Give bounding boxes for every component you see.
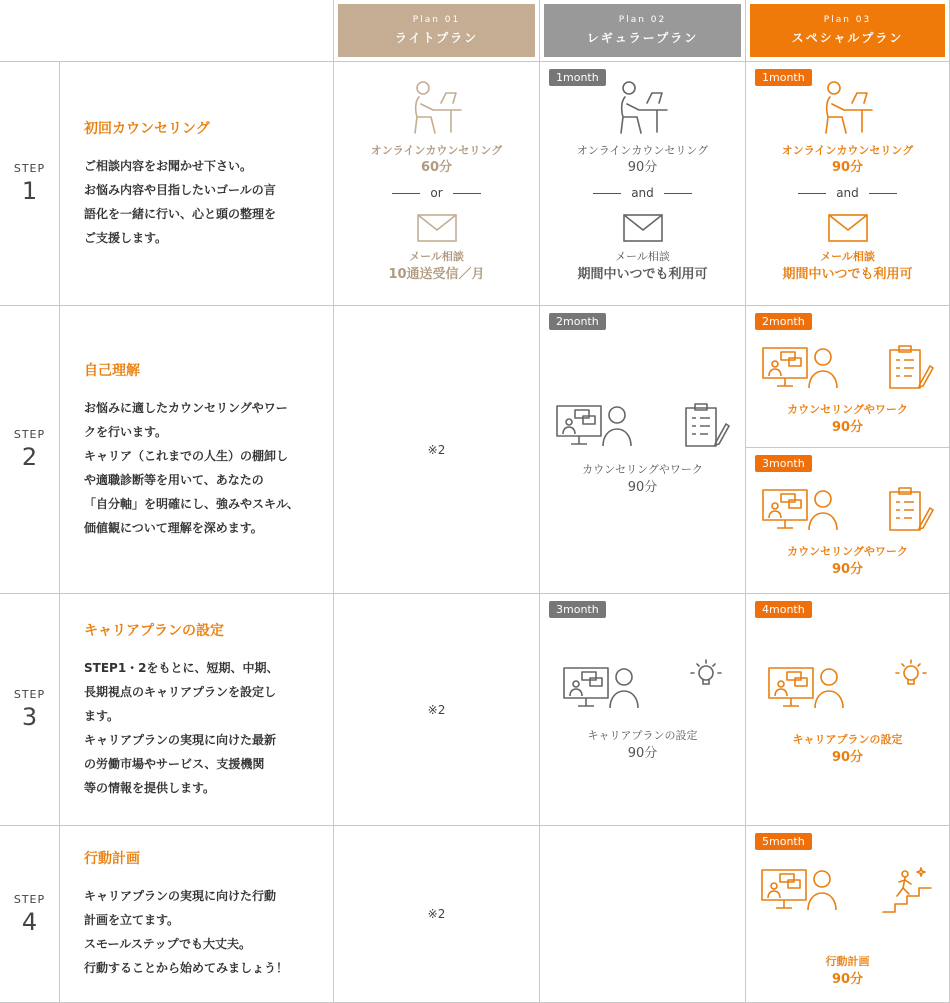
- plan2-step4-empty: [540, 826, 746, 1003]
- video-call-icon: [761, 486, 843, 532]
- step-text: STEP: [13, 688, 46, 701]
- service-label: カウンセリングやワーク: [582, 463, 703, 476]
- step-title: キャリアプランの設定: [84, 622, 224, 639]
- video-call-icon: [761, 344, 843, 390]
- stairs-climb-icon: [881, 864, 935, 914]
- step-text: STEP: [13, 162, 46, 175]
- envelope-icon: [746, 214, 949, 242]
- person-at-desk-icon: [746, 80, 949, 138]
- plan-number: Plan 03: [823, 15, 872, 25]
- envelope-icon: [334, 214, 539, 242]
- header-corner: [0, 0, 334, 62]
- video-call-icon: [760, 864, 842, 914]
- separator: [540, 186, 745, 200]
- separator-text: and: [836, 186, 859, 200]
- service-time: 90分: [831, 562, 864, 577]
- step-number: 3: [21, 703, 38, 731]
- step-2-label: [0, 306, 60, 594]
- worksheet-icon: [886, 486, 934, 534]
- plan1-step4-note: ※2: [334, 826, 540, 1003]
- step-number: 2: [21, 443, 38, 471]
- plan-name: レギュラープラン: [586, 31, 699, 45]
- service-label: カウンセリングやワーク: [787, 403, 908, 416]
- step-title: 行動計画: [84, 851, 140, 867]
- plan-header-1-bg: [338, 4, 535, 57]
- service-time: 90分: [831, 420, 864, 435]
- mail-detail: 10通送受信／月: [388, 267, 485, 282]
- month-badge: 1month: [755, 69, 812, 86]
- service-time: 90分: [831, 750, 864, 765]
- step-number: 1: [21, 177, 38, 205]
- plan2-step3: [540, 594, 746, 826]
- divider-line: [869, 193, 897, 194]
- envelope-icon: [540, 214, 745, 242]
- step-1-description: [60, 62, 334, 306]
- online-time: 90分: [831, 160, 864, 175]
- online-time: 60分: [420, 160, 453, 175]
- lightbulb-icon: [894, 658, 928, 692]
- service-time: 90分: [831, 972, 864, 987]
- service-label: キャリアプランの設定: [587, 729, 698, 742]
- plan3-step3: [746, 594, 950, 826]
- worksheet-icon: [682, 402, 730, 450]
- service-label: 行動計画: [825, 955, 870, 968]
- separator-text: and: [631, 186, 654, 200]
- divider-line: [593, 193, 621, 194]
- person-at-desk-icon: [540, 80, 745, 138]
- step-3-label: [0, 594, 60, 826]
- video-call-icon: [767, 658, 849, 710]
- step-4-label: [0, 826, 60, 1003]
- online-label: オンラインカウンセリング: [370, 144, 503, 157]
- mail-label: メール相談: [820, 250, 875, 263]
- divider-line: [798, 193, 826, 194]
- plan-header-2: [540, 0, 746, 62]
- separator: [746, 186, 949, 200]
- plan3-step2a: [746, 306, 950, 448]
- plan2-step2: [540, 306, 746, 594]
- step-3-description: [60, 594, 334, 826]
- icon-group: [746, 486, 949, 534]
- step-2-description: [60, 306, 334, 594]
- month-badge: 1month: [549, 69, 606, 86]
- icon-group: [746, 864, 949, 914]
- plan-header-3-bg: [750, 4, 945, 57]
- icon-group: [540, 658, 745, 710]
- separator-text: or: [430, 186, 443, 200]
- service-label: カウンセリングやワーク: [787, 545, 908, 558]
- plan-number: Plan 02: [618, 15, 667, 25]
- separator: [334, 186, 539, 200]
- mail-detail: 期間中いつでも利用可: [782, 267, 913, 282]
- month-badge: 5month: [755, 833, 812, 850]
- month-badge: 3month: [549, 601, 606, 618]
- worksheet-icon: [886, 344, 934, 392]
- plan-number: Plan 01: [412, 15, 461, 25]
- person-at-desk-icon: [334, 80, 539, 138]
- step-text: STEP: [13, 892, 46, 906]
- month-badge: 4month: [755, 601, 812, 618]
- month-badge: 2month: [549, 313, 606, 330]
- icon-group: [746, 658, 949, 710]
- step-title: 初回カウンセリング: [84, 120, 210, 137]
- month-badge: 3month: [755, 455, 812, 472]
- step-4-description: [60, 826, 334, 1003]
- plan3-step4: [746, 826, 950, 1003]
- plan-name: スペシャルプラン: [791, 31, 904, 45]
- lightbulb-icon: [689, 658, 723, 692]
- step-body: キャリアプランの実現に向けた行動 計画を立てます。 スモールステップでも大丈夫。 行動することから始めてみましょう！: [84, 889, 289, 975]
- divider-line: [392, 193, 420, 194]
- plan-header-1: [334, 0, 540, 62]
- plan3-step2b: [746, 448, 950, 594]
- plan-header-2-bg: [544, 4, 741, 57]
- step-title: 自己理解: [84, 362, 140, 379]
- step-body: STEP1・2をもとに、短期、中期、 長期視点のキャリアプランを設定し ます。 キャリアプランの実現に向けた最新 の労働市場やサービス、支援機関 等の情報を提供します。: [84, 660, 279, 795]
- plan-header-3: [746, 0, 950, 62]
- video-call-icon: [555, 402, 637, 448]
- step-body: お悩みに適したカウンセリングやワー クを行います。 キャリア（これまでの人生）の棚卸し や適職診断等を用いて、あなたの 「自分軸」を明確にし、強みやスキル、 価値観について理解を深めます。: [84, 400, 299, 535]
- step-text: STEP: [13, 428, 46, 441]
- plan2-step1: [540, 62, 746, 306]
- step-1-label: [0, 62, 60, 306]
- mail-label: メール相談: [409, 250, 464, 263]
- plan1-step1: [334, 62, 540, 306]
- plan1-step3-note: ※2: [334, 594, 540, 826]
- online-time: 90分: [627, 160, 658, 175]
- divider-line: [664, 193, 692, 194]
- mail-label: メール相談: [615, 250, 670, 263]
- service-label: キャリアプランの設定: [792, 733, 903, 746]
- divider-line: [453, 193, 481, 194]
- mail-detail: 期間中いつでも利用可: [577, 267, 708, 282]
- icon-group: [746, 344, 949, 392]
- step-number: 4: [21, 907, 38, 936]
- service-time: 90分: [627, 480, 658, 495]
- month-badge: 2month: [755, 313, 812, 330]
- plan1-step2-note: ※2: [334, 306, 540, 594]
- video-call-icon: [562, 658, 644, 710]
- online-label: オンラインカウンセリング: [781, 144, 914, 157]
- step-body: ご相談内容をお聞かせ下さい。 お悩み内容や目指したいゴールの言 語化を一緒に行い、心と頭の整理を ご支援します。: [84, 158, 277, 245]
- icon-group: [540, 402, 745, 450]
- plan-name: ライトプラン: [394, 31, 479, 45]
- online-label: オンラインカウンセリング: [576, 144, 709, 157]
- service-time: 90分: [627, 746, 658, 761]
- plan3-step1: [746, 62, 950, 306]
